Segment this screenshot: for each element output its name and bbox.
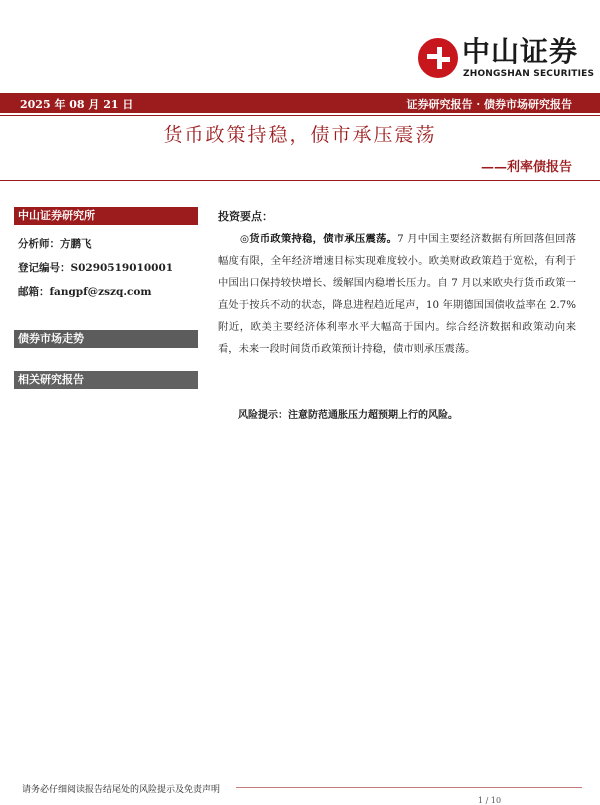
footer-divider: [236, 787, 582, 788]
registration-label: 登记编号：: [18, 262, 71, 274]
institute-header: 中山证券研究所: [14, 207, 198, 225]
divider-top: [0, 115, 600, 116]
zhongshan-logo-icon: [418, 38, 458, 78]
investment-points-title: 投资要点：: [218, 210, 273, 223]
email-link[interactable]: fangpf@zszq.com: [49, 286, 152, 298]
related-reports-header: 相关研究报告: [14, 371, 198, 389]
registration-number: S0290519010001: [70, 262, 174, 274]
paragraph-body: 7 月中国主要经济数据有所回落但回落幅度有限，全年经济增速目标实现难度较小。欧美财政政策趋于宽松，有利于中国出口保持较快增长、缓解国内稳增长压力。自 7 月以来欧央行货币政策一直处于按兵不动的状态，降息进程趋近尾声，10 年期德国国债收益率在 2.7%附近，欧美主要经济体利率水平大幅高于国内。综合经济数据和政策动向来看，未来一段时间货币政策预计持稳，债市则承压震荡。: [218, 233, 577, 355]
risk-warning: 风险提示：注意防范通胀压力超预期上行的风险。: [238, 410, 458, 421]
analyst-name: 方鹏飞: [60, 238, 92, 250]
investment-paragraph: [218, 228, 576, 360]
report-category: 证券研究报告 · 债券市场研究报告: [406, 98, 572, 111]
market-trend-header: 债券市场走势: [14, 330, 198, 348]
email-label: 邮箱：: [18, 286, 50, 298]
page-number: 1 / 10: [478, 796, 502, 805]
bullet-lead: ◎货币政策持稳，债市承压震荡。: [240, 233, 398, 245]
email-row: [18, 284, 152, 299]
report-date: 2025 年 08 月 21 日: [20, 98, 134, 111]
footer-disclaimer: 请务必仔细阅读报告结尾处的风险提示及免责声明: [22, 785, 221, 795]
divider-title: [0, 180, 600, 181]
registration-row: [18, 260, 173, 275]
analyst-row: [18, 236, 92, 251]
logo-text-en: ZHONGSHAN SECURITIES: [463, 69, 595, 79]
report-title: 货币政策持稳，债市承压震荡: [163, 124, 437, 146]
logo-text-cn: 中山证券: [462, 35, 579, 68]
analyst-label: 分析师：: [18, 238, 60, 250]
report-subtitle: ——利率债报告: [480, 160, 572, 175]
